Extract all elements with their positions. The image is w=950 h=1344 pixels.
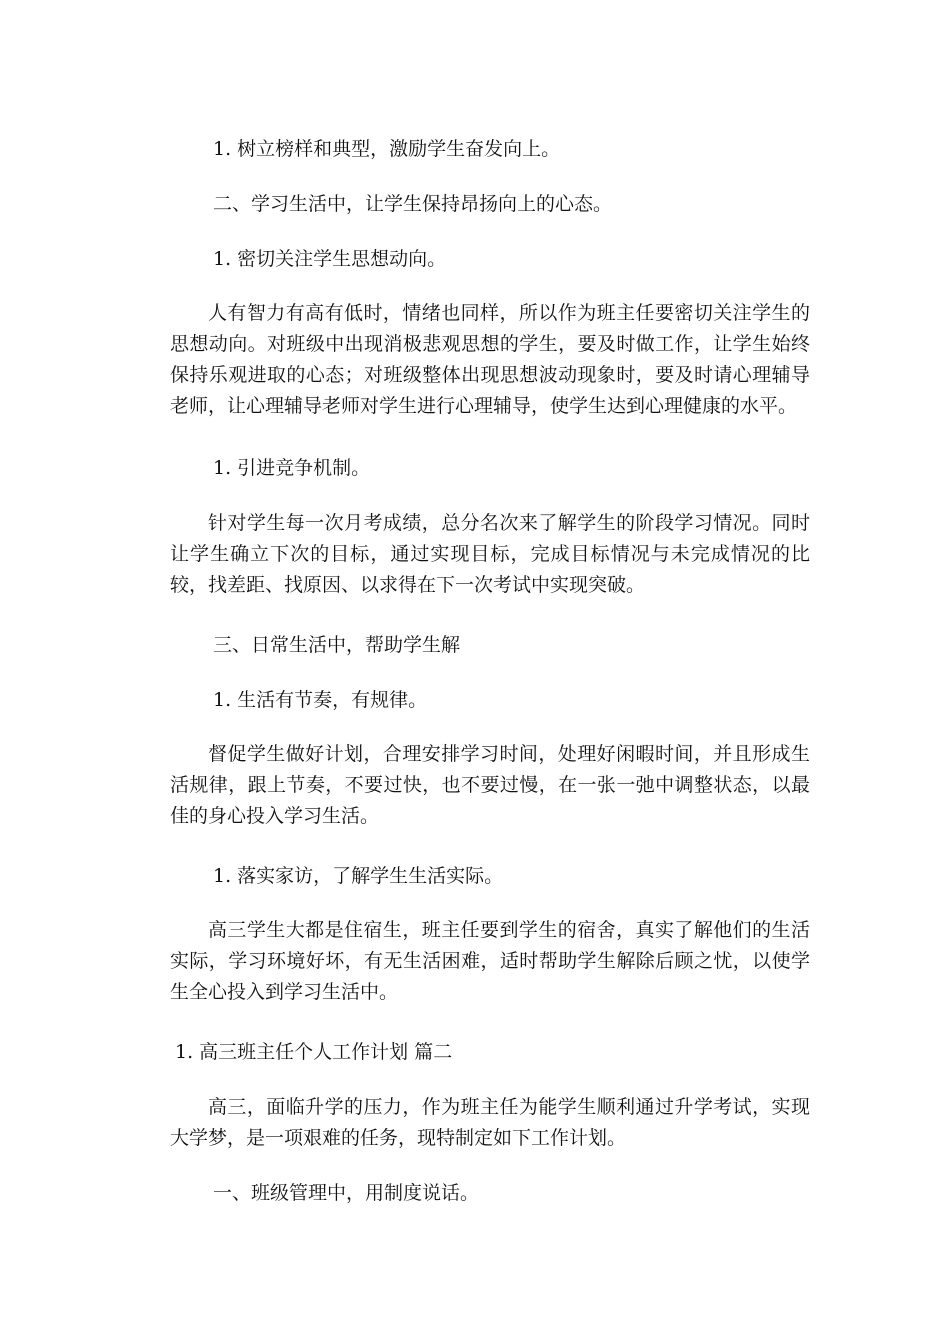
- section-heading: 二、学习生活中，让学生保持昂扬向上的心态。: [213, 193, 613, 215]
- list-item: 1. 引进竞争机制。: [213, 457, 371, 479]
- section-heading: 三、日常生活中，帮助学生解: [213, 634, 461, 656]
- paragraph: 针对学生每一次月考成绩，总分名次来了解学生的阶段学习情况。同时让学生确立下次的目标，通过实现目标，完成目标情况与未完成情况的比较，找差距、找原因、以求得在下一次考试中实现突破。: [170, 512, 810, 596]
- paragraph: 督促学生做好计划，合理安排学习时间，处理好闲暇时间，并且形成生活规律，跟上节奏，不要过快，也不要过慢，在一张一弛中调整状态，以最佳的身心投入学习生活。: [170, 743, 810, 827]
- list-item: 1. 落实家访，了解学生生活实际。: [213, 865, 504, 887]
- paragraph: 高三，面临升学的压力，作为班主任为能学生顺利通过升学考试，实现大学梦，是一项艰难的任务，现特制定如下工作计划。: [170, 1096, 810, 1149]
- paragraph: 人有智力有高有低时，情绪也同样，所以作为班主任要密切关注学生的思想动向。对班级中出现消极悲观思想的学生，要及时做工作，让学生始终保持乐观进取的心态；对班级整体出现思想波动现象时，要及时请心理辅导老师，让心理辅导老师对学生进行心理辅导，使学生达到心理健康的水平。: [170, 302, 810, 417]
- list-item: 1. 生活有节奏，有规律。: [213, 689, 428, 711]
- paragraph: 高三学生大都是住宿生，班主任要到学生的宿舍，真实了解他们的生活实际，学习环境好坏，有无生活困难，适时帮助学生解除后顾之忧，以使学生全心投入到学习生活中。: [170, 919, 810, 1003]
- list-item: 1. 树立榜样和典型，激励学生奋发向上。: [213, 138, 561, 160]
- section-heading: 一、班级管理中，用制度说话。: [213, 1182, 480, 1204]
- list-item: 1. 密切关注学生思想动向。: [213, 248, 447, 270]
- section-title: 1. 高三班主任个人工作计划 篇二: [175, 1041, 453, 1063]
